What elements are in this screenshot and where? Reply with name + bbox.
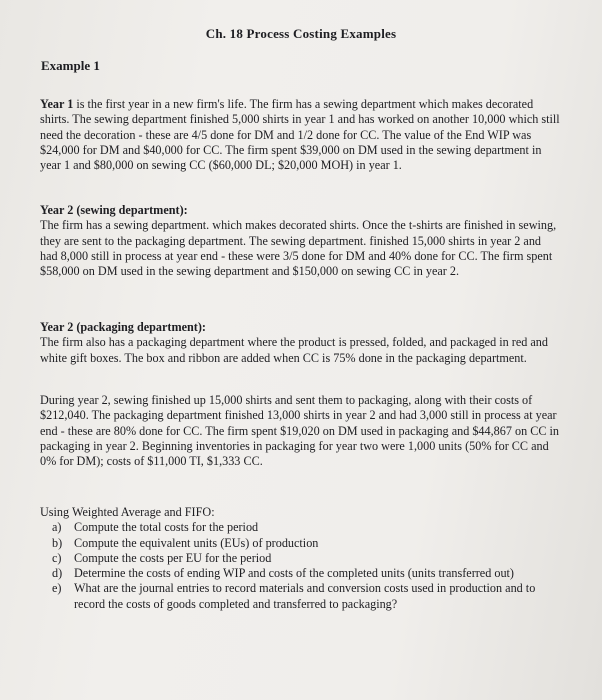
question-text: Compute the total costs for the period [74,520,259,535]
year1-heading: Year 1 [40,97,74,111]
question-item [52,566,565,581]
question-item [52,551,565,566]
year1-paragraph [40,97,560,173]
question-item [52,536,565,551]
question-marker: a) [52,520,62,535]
year2-packaging-body: The firm also has a packaging department where the product is pressed, folded, and packaged in red and white gift boxes. The box and ribbon are added when CC is 75% done in the packaging department. [40,335,548,365]
question-marker: b) [52,535,63,550]
year2-sewing-body: The firm has a sewing department. which makes decorated shirts. Once the t-shirts are finished in sewing, they are sent to the packaging department. The sewing department. finished 15,000 shirts in year 2 and had 8,000 still in process at year end - these were 3/5 done for DM and 40% done for CC. The firm spent $58,000 on DM used in the sewing department and $150,000 on sewing CC in year 2. [40,218,557,279]
year2-packaging-paragraph [40,320,560,366]
question-text: Determine the costs of ending WIP and costs of the completed units (units transferred out) [74,566,514,581]
year2-sewing-paragraph [40,203,560,279]
question-marker: e) [52,581,62,596]
questions-lead: Using Weighted Average and FIFO: [40,505,215,519]
questions-list [40,505,565,612]
page-title: Ch. 18 Process Costing Examples [205,26,397,41]
question-text: Compute the equivalent units (EUs) of production [74,535,319,550]
example-heading: Example 1 [41,58,100,73]
question-item [52,520,565,535]
question-marker: c) [52,550,62,565]
question-marker: d) [52,566,63,581]
year2-packaging-heading: Year 2 (packaging department): [40,320,206,334]
year2-detail-paragraph [40,393,560,469]
year1-body: is the first year in a new firm's life. The firm has a sewing department which makes decorated shirts. The sewing department finished 5,000 shirts in year 1 and has worked on another 10,000 which still need the decoration - these are 4/5 done for DM and 1/2 done for CC. The value of the End WIP was $24,000 for DM and $40,000 for CC. The firm spent $39,000 on DM used in the sewing department in year 1 and $80,000 on sewing CC ($60,000 DL; $20,000 MOH) in year 1. [40,97,560,173]
question-text: Compute the costs per EU for the period [74,550,272,565]
year2-detail-body: During year 2, sewing finished up 15,000 shirts and sent them to packaging, along with their costs of $212,040. The packaging department finished 13,000 shirts in year 2 and had 3,000 still in process at year end - these are 80% done for CC. The firm spent $19,020 on DM used in packaging and $44,867 on CC in packaging in year 2. Beginning inventories in packaging for year two were 1,000 units (50% for CC and 0% for DM); costs of $11,000 TI, $1,333 CC. [40,393,560,469]
question-item [52,581,565,612]
question-text: What are the journal entries to record materials and conversion costs used in production and to record the costs of goods completed and transferred to packaging? [74,581,536,611]
year2-sewing-heading: Year 2 (sewing department): [40,203,188,217]
